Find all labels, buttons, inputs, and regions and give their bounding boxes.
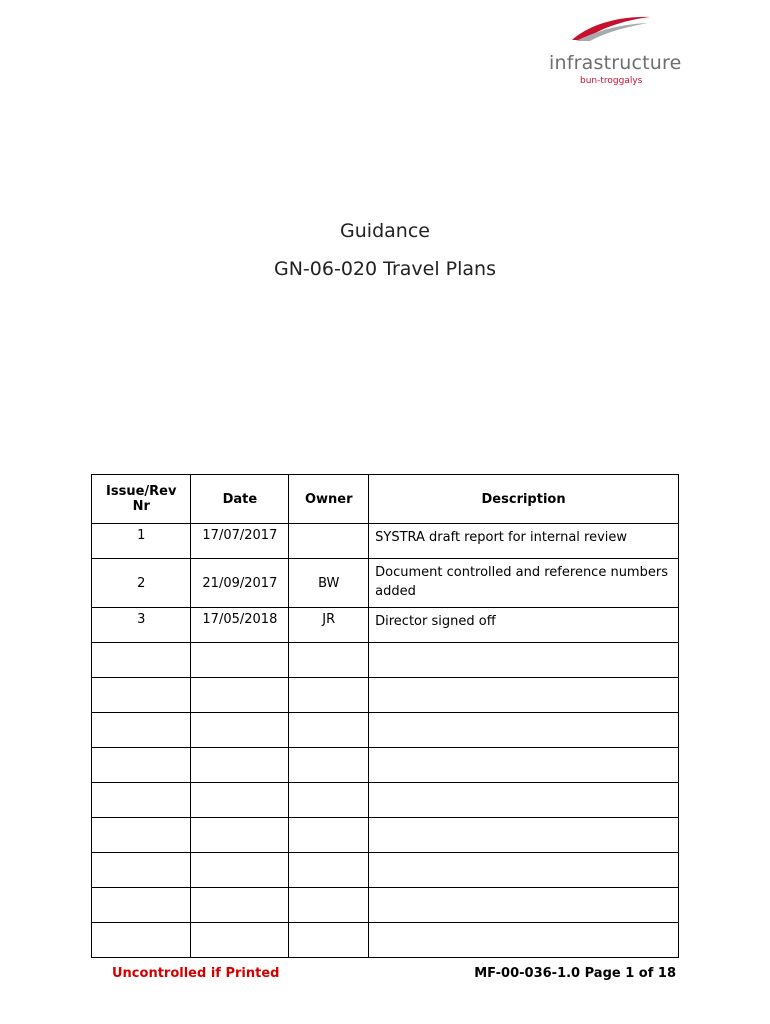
cell-date	[191, 713, 289, 748]
cell-description	[369, 748, 679, 783]
cell-owner: JR	[289, 608, 369, 643]
cell-description	[369, 678, 679, 713]
cell-issue	[92, 713, 191, 748]
cell-issue	[92, 923, 191, 958]
table-row-empty	[92, 783, 679, 818]
cell-owner	[289, 783, 369, 818]
cell-issue: 1	[92, 524, 191, 559]
cell-date: 21/09/2017	[191, 559, 289, 608]
cell-date	[191, 643, 289, 678]
document-type-title: Guidance	[340, 220, 430, 242]
cell-owner	[289, 888, 369, 923]
table-row-empty	[92, 713, 679, 748]
cell-description	[369, 888, 679, 923]
cell-description: Director signed off	[369, 608, 679, 643]
cell-date	[191, 783, 289, 818]
cell-date	[191, 818, 289, 853]
logo-wordmark: infrastructure	[549, 52, 682, 74]
table-row	[92, 608, 679, 643]
cell-date	[191, 748, 289, 783]
document-title: GN-06-020 Travel Plans	[274, 258, 496, 280]
cell-issue	[92, 853, 191, 888]
table-row	[92, 524, 679, 559]
cell-issue: 3	[92, 608, 191, 643]
cell-owner	[289, 524, 369, 559]
cell-description	[369, 643, 679, 678]
cell-owner: BW	[289, 559, 369, 608]
cell-description	[369, 853, 679, 888]
cell-issue: 2	[92, 559, 191, 608]
table-row-empty	[92, 923, 679, 958]
cell-owner	[289, 678, 369, 713]
cell-owner	[289, 923, 369, 958]
swoosh-logo-icon	[570, 14, 652, 42]
table-row-empty	[92, 818, 679, 853]
table-row-empty	[92, 853, 679, 888]
table-row-empty	[92, 643, 679, 678]
cell-owner	[289, 818, 369, 853]
cell-description: SYSTRA draft report for internal review	[369, 524, 679, 559]
cell-date	[191, 888, 289, 923]
document-reference-page: MF-00-036-1.0 Page 1 of 18	[474, 966, 676, 981]
cell-date	[191, 923, 289, 958]
revision-history-table	[91, 474, 679, 958]
uncontrolled-notice: Uncontrolled if Printed	[112, 966, 280, 981]
header-date: Date	[191, 475, 289, 524]
header-owner: Owner	[289, 475, 369, 524]
cell-description	[369, 818, 679, 853]
cell-issue	[92, 818, 191, 853]
cell-issue	[92, 643, 191, 678]
cell-date: 17/05/2018	[191, 608, 289, 643]
table-header-row	[92, 475, 679, 524]
cell-issue	[92, 888, 191, 923]
cell-date: 17/07/2017	[191, 524, 289, 559]
cell-issue	[92, 678, 191, 713]
cell-issue	[92, 783, 191, 818]
table-row-empty	[92, 678, 679, 713]
company-logo	[540, 14, 685, 86]
cell-date	[191, 853, 289, 888]
table-row-empty	[92, 748, 679, 783]
header-issue: Issue/Rev Nr	[92, 475, 191, 524]
cell-description	[369, 923, 679, 958]
header-description: Description	[369, 475, 679, 524]
cell-description: Document controlled and reference numbers added	[369, 559, 679, 608]
cell-owner	[289, 853, 369, 888]
logo-tagline: bun-troggalys	[580, 76, 643, 86]
cell-owner	[289, 713, 369, 748]
cell-owner	[289, 643, 369, 678]
cell-description	[369, 713, 679, 748]
cell-issue	[92, 748, 191, 783]
cell-description	[369, 783, 679, 818]
cell-date	[191, 678, 289, 713]
table-row	[92, 559, 679, 608]
table-row-empty	[92, 888, 679, 923]
cell-owner	[289, 748, 369, 783]
